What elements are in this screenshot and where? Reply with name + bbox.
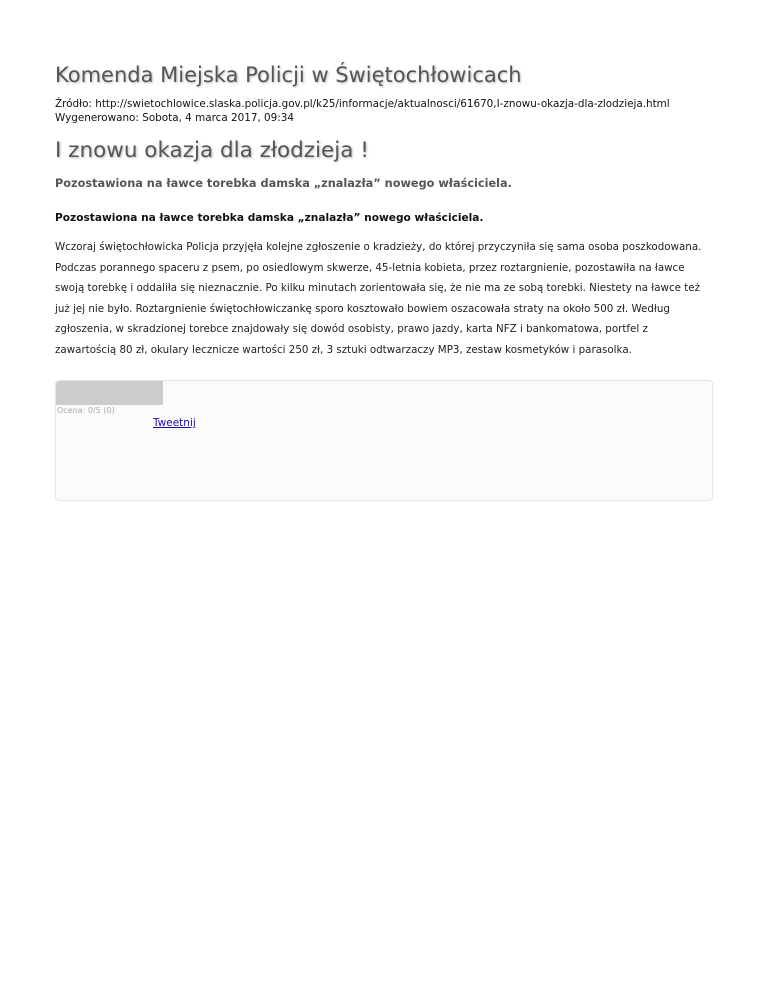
article-lead: Pozostawiona na ławce torebka damska „znalazła” nowego właściciela. — [55, 177, 512, 190]
body-line: Podczas porannego spaceru z psem, po osiedlowym skwerze, 45-letnia kobieta, przez roztargnienie, pozostawiła na ławce — [55, 261, 685, 274]
generated-date: Wygenerowano: Sobota, 4 marca 2017, 09:34 — [55, 111, 294, 124]
body-line: Wczoraj świętochłowicka Policja przyjęła kolejne zgłoszenie o kradzieży, do której przyczyniła się sama osoba poszkodowana. — [55, 241, 702, 253]
article-body — [55, 237, 720, 361]
document-meta — [55, 98, 670, 125]
body-line: swoją torebkę i oddaliła się nieznacznie. Po kilku minutach zorientowała się, że nie ma ze sobą torebki. Niestety na ławce też — [55, 282, 700, 295]
article-title: I znowu okazja dla złodzieja ! — [55, 138, 369, 163]
rating-share-box — [55, 380, 713, 501]
body-line: zawartością 80 zł, okulary lecznicze wartości 250 zł, 3 sztuki odtwarzaczy MP3, zestaw kosmetyków i parasolka. — [55, 343, 632, 356]
site-title: Komenda Miejska Policji w Świętochłowicach — [55, 63, 522, 87]
rating-stars-bar[interactable] — [56, 381, 163, 405]
source-url: Źródło: http://swietochlowice.slaska.policja.gov.pl/k25/informacje/aktualnosci/61670,I-znowu-okazja-dla-zlodzieja.html — [55, 98, 670, 110]
body-line: już jej nie było. Roztargnienie świętochłowiczankę sporo kosztowało bowiem oszacowała straty na około 500 zł. Według — [55, 302, 670, 315]
body-line: zgłoszenia, w skradzionej torebce znajdowały się dowód osobisty, prawo jazdy, karta NFZ i bankomatowa, portfel z — [55, 323, 648, 336]
tweet-link[interactable]: Tweetnij — [153, 417, 196, 429]
article-subheading: Pozostawiona na ławce torebka damska „znalazła” nowego właściciela. — [55, 212, 484, 224]
rating-label: Ocena: 0/5 (0) — [57, 406, 115, 415]
